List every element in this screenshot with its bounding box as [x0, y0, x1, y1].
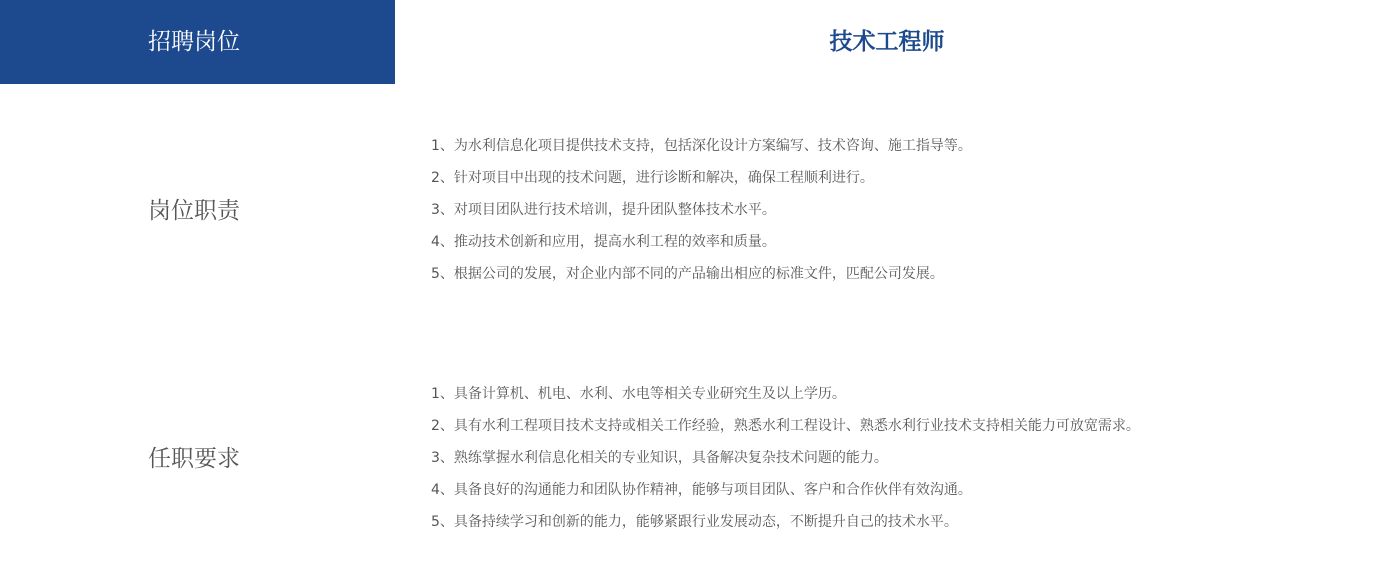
duty-item: 2、针对项目中出现的技术问题，进行诊断和解决，确保工程顺利进行。	[431, 170, 874, 186]
job-position-title: 技术工程师	[829, 29, 945, 55]
duty-item: 1、为水利信息化项目提供技术支持，包括深化设计方案编写、技术咨询、施工指导等。	[431, 138, 972, 154]
requirements-list	[431, 378, 1140, 538]
requirement-item: 3、熟练掌握水利信息化相关的专业知识，具备解决复杂技术问题的能力。	[431, 450, 888, 466]
duties-section	[0, 130, 1379, 290]
duties-title: 岗位职责	[148, 198, 240, 224]
requirements-title: 任职要求	[148, 446, 240, 472]
requirement-item: 1、具备计算机、机电、水利、水电等相关专业研究生及以上学历。	[431, 386, 846, 402]
duty-item: 5、根据公司的发展，对企业内部不同的产品输出相应的标准文件，匹配公司发展。	[431, 266, 944, 282]
duty-item: 4、推动技术创新和应用，提高水利工程的效率和质量。	[431, 234, 776, 250]
duty-item: 3、对项目团队进行技术培训，提升团队整体技术水平。	[431, 202, 776, 218]
requirement-item: 2、具有水利工程项目技术支持或相关工作经验，熟悉水利工程设计、熟悉水利行业技术支持相关能力可放宽需求。	[431, 418, 1140, 434]
requirement-item: 4、具备良好的沟通能力和团队协作精神，能够与项目团队、客户和合作伙伴有效沟通。	[431, 482, 972, 498]
duties-list	[431, 130, 972, 290]
job-header-label: 招聘岗位	[0, 0, 395, 84]
requirement-item: 5、具备持续学习和创新的能力，能够紧跟行业发展动态，不断提升自己的技术水平。	[431, 514, 958, 530]
job-header-row	[0, 0, 1379, 84]
requirements-section	[0, 378, 1379, 538]
